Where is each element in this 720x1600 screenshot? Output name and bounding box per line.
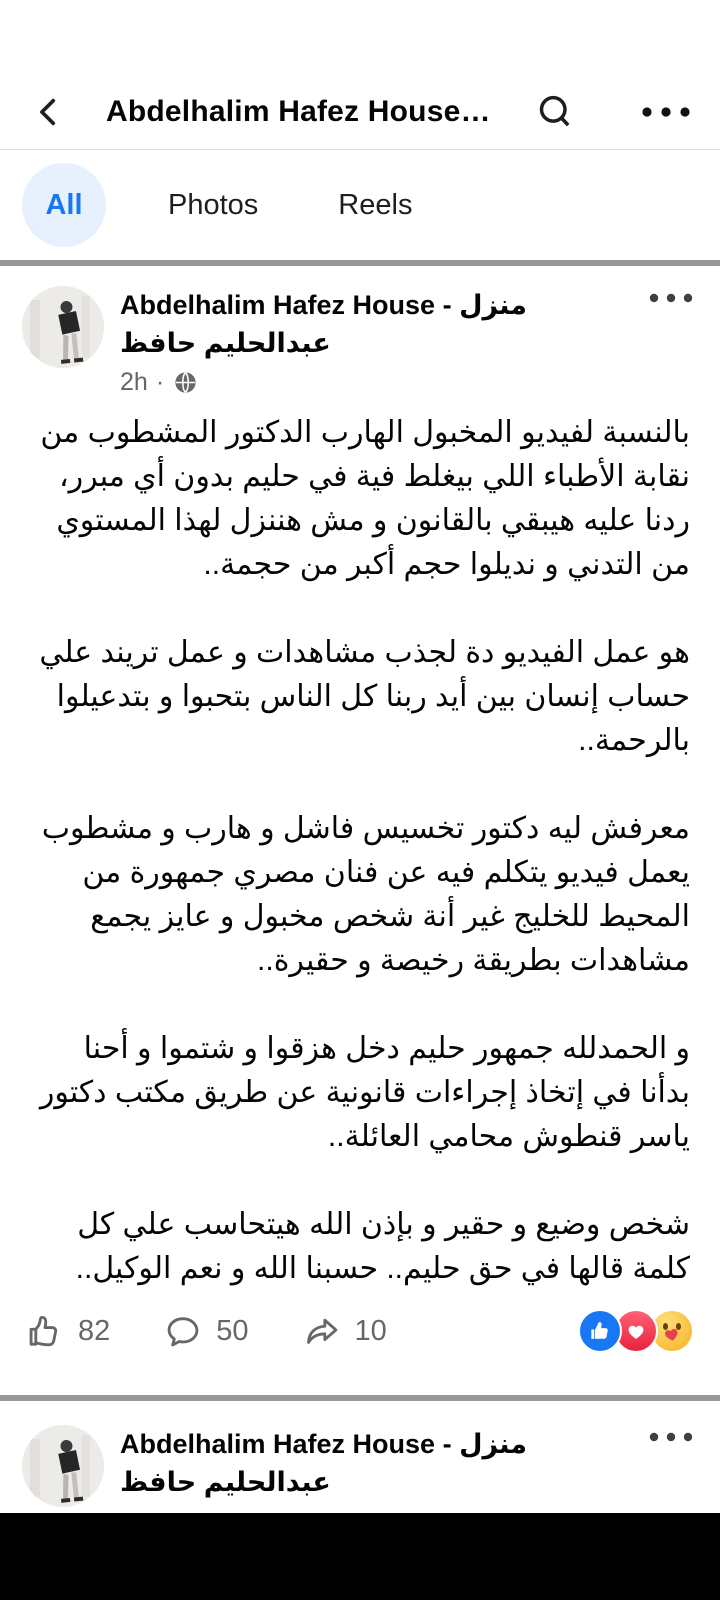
status-bar-spacer [0,0,720,74]
like-reaction-icon [578,1309,622,1353]
post-paragraph: بالنسبة لفيديو المخبول الهارب الدكتور المشطوب من نقابة الأطباء اللي بيغلط فية في حليم بدون أي مبرر، ردنا عليه هيبقي بالقانون و مش هننزل لهذا المستوي من التدني و نديلوا حجم أكبر من حجمة.. [40,416,690,581]
comment-button[interactable] [164,1312,248,1350]
post-header [0,266,720,397]
share-button[interactable] [303,1312,387,1350]
avatar-photo [22,1425,104,1507]
post-author[interactable]: Abdelhalim Hafez House - منزل عبدالحليم حافظ [120,1429,528,1497]
avatar-photo [22,286,104,368]
ellipsis-icon [648,292,694,304]
comment-count: 50 [216,1314,249,1347]
ellipsis-icon [648,1431,694,1443]
top-nav [0,74,720,150]
comment-icon [164,1312,202,1350]
post-paragraph: شخص وضيع و حقير و بإذن الله هيتحاسب علي كل كلمة قالها في حق حليم.. حسبنا الله و نعم الوكيل.. [75,1208,690,1285]
post-head-text [120,1425,646,1501]
search-icon [534,91,576,133]
post-meta [120,368,646,397]
meta-separator: · [155,368,165,396]
share-count: 10 [354,1314,387,1347]
post-paragraph: و الحمدلله جمهور حليم دخل هزقوا و شتموا و أحنا بدأنا في إتخاذ إجراءات قانونية عن طريق مكتب دكتور ياسر قنطوش محامي العائلة.. [39,1032,690,1153]
globe-icon [172,369,199,396]
post-paragraph: معرفش ليه دكتور تخسيس فاشل و هارب و مشطوب يعمل فيديو يتكلم فيه عن فنان مصري جمهورة من المحيط للخليج غير أنة شخص مخبول و عايز يجمع مشاهدات بطريقة رخيصة و حقيرة.. [41,812,690,977]
post-timestamp: 2h [120,368,148,396]
like-count: 82 [78,1314,111,1347]
post-text [0,397,720,1291]
tab-photos[interactable]: Photos [168,188,259,221]
post-options-button[interactable] [646,286,696,310]
post-head-text [120,286,646,397]
share-icon [303,1312,341,1350]
header-menu-button[interactable] [638,87,694,137]
post-1 [0,266,720,1395]
back-button[interactable] [26,89,72,135]
thumbs-up-icon [26,1312,64,1350]
profile-tabs [0,150,720,260]
ellipsis-icon [640,105,692,119]
reaction-summary[interactable] [578,1309,694,1353]
page-title: Abdelhalim Hafez House… [106,94,491,128]
avatar[interactable] [22,1425,104,1507]
like-button[interactable] [26,1312,110,1350]
search-button[interactable] [530,87,580,137]
tab-all[interactable]: All [22,163,106,247]
post-media[interactable] [0,1513,720,1600]
post-action-bar [0,1291,720,1395]
post-2 [0,1401,720,1600]
post-author[interactable]: Abdelhalim Hafez House - منزل عبدالحليم حافظ [120,290,528,358]
back-chevron-icon [32,95,66,129]
post-options-button[interactable] [646,1425,696,1449]
post-header [0,1401,720,1507]
post-paragraph: هو عمل الفيديو دة لجذب مشاهدات و عمل تريند علي حساب إنسان بين أيد ربنا كل الناس بتحبوا و بتدعيلوا بالرحمة.. [39,636,690,757]
tab-reels[interactable]: Reels [338,188,413,221]
avatar[interactable] [22,286,104,368]
